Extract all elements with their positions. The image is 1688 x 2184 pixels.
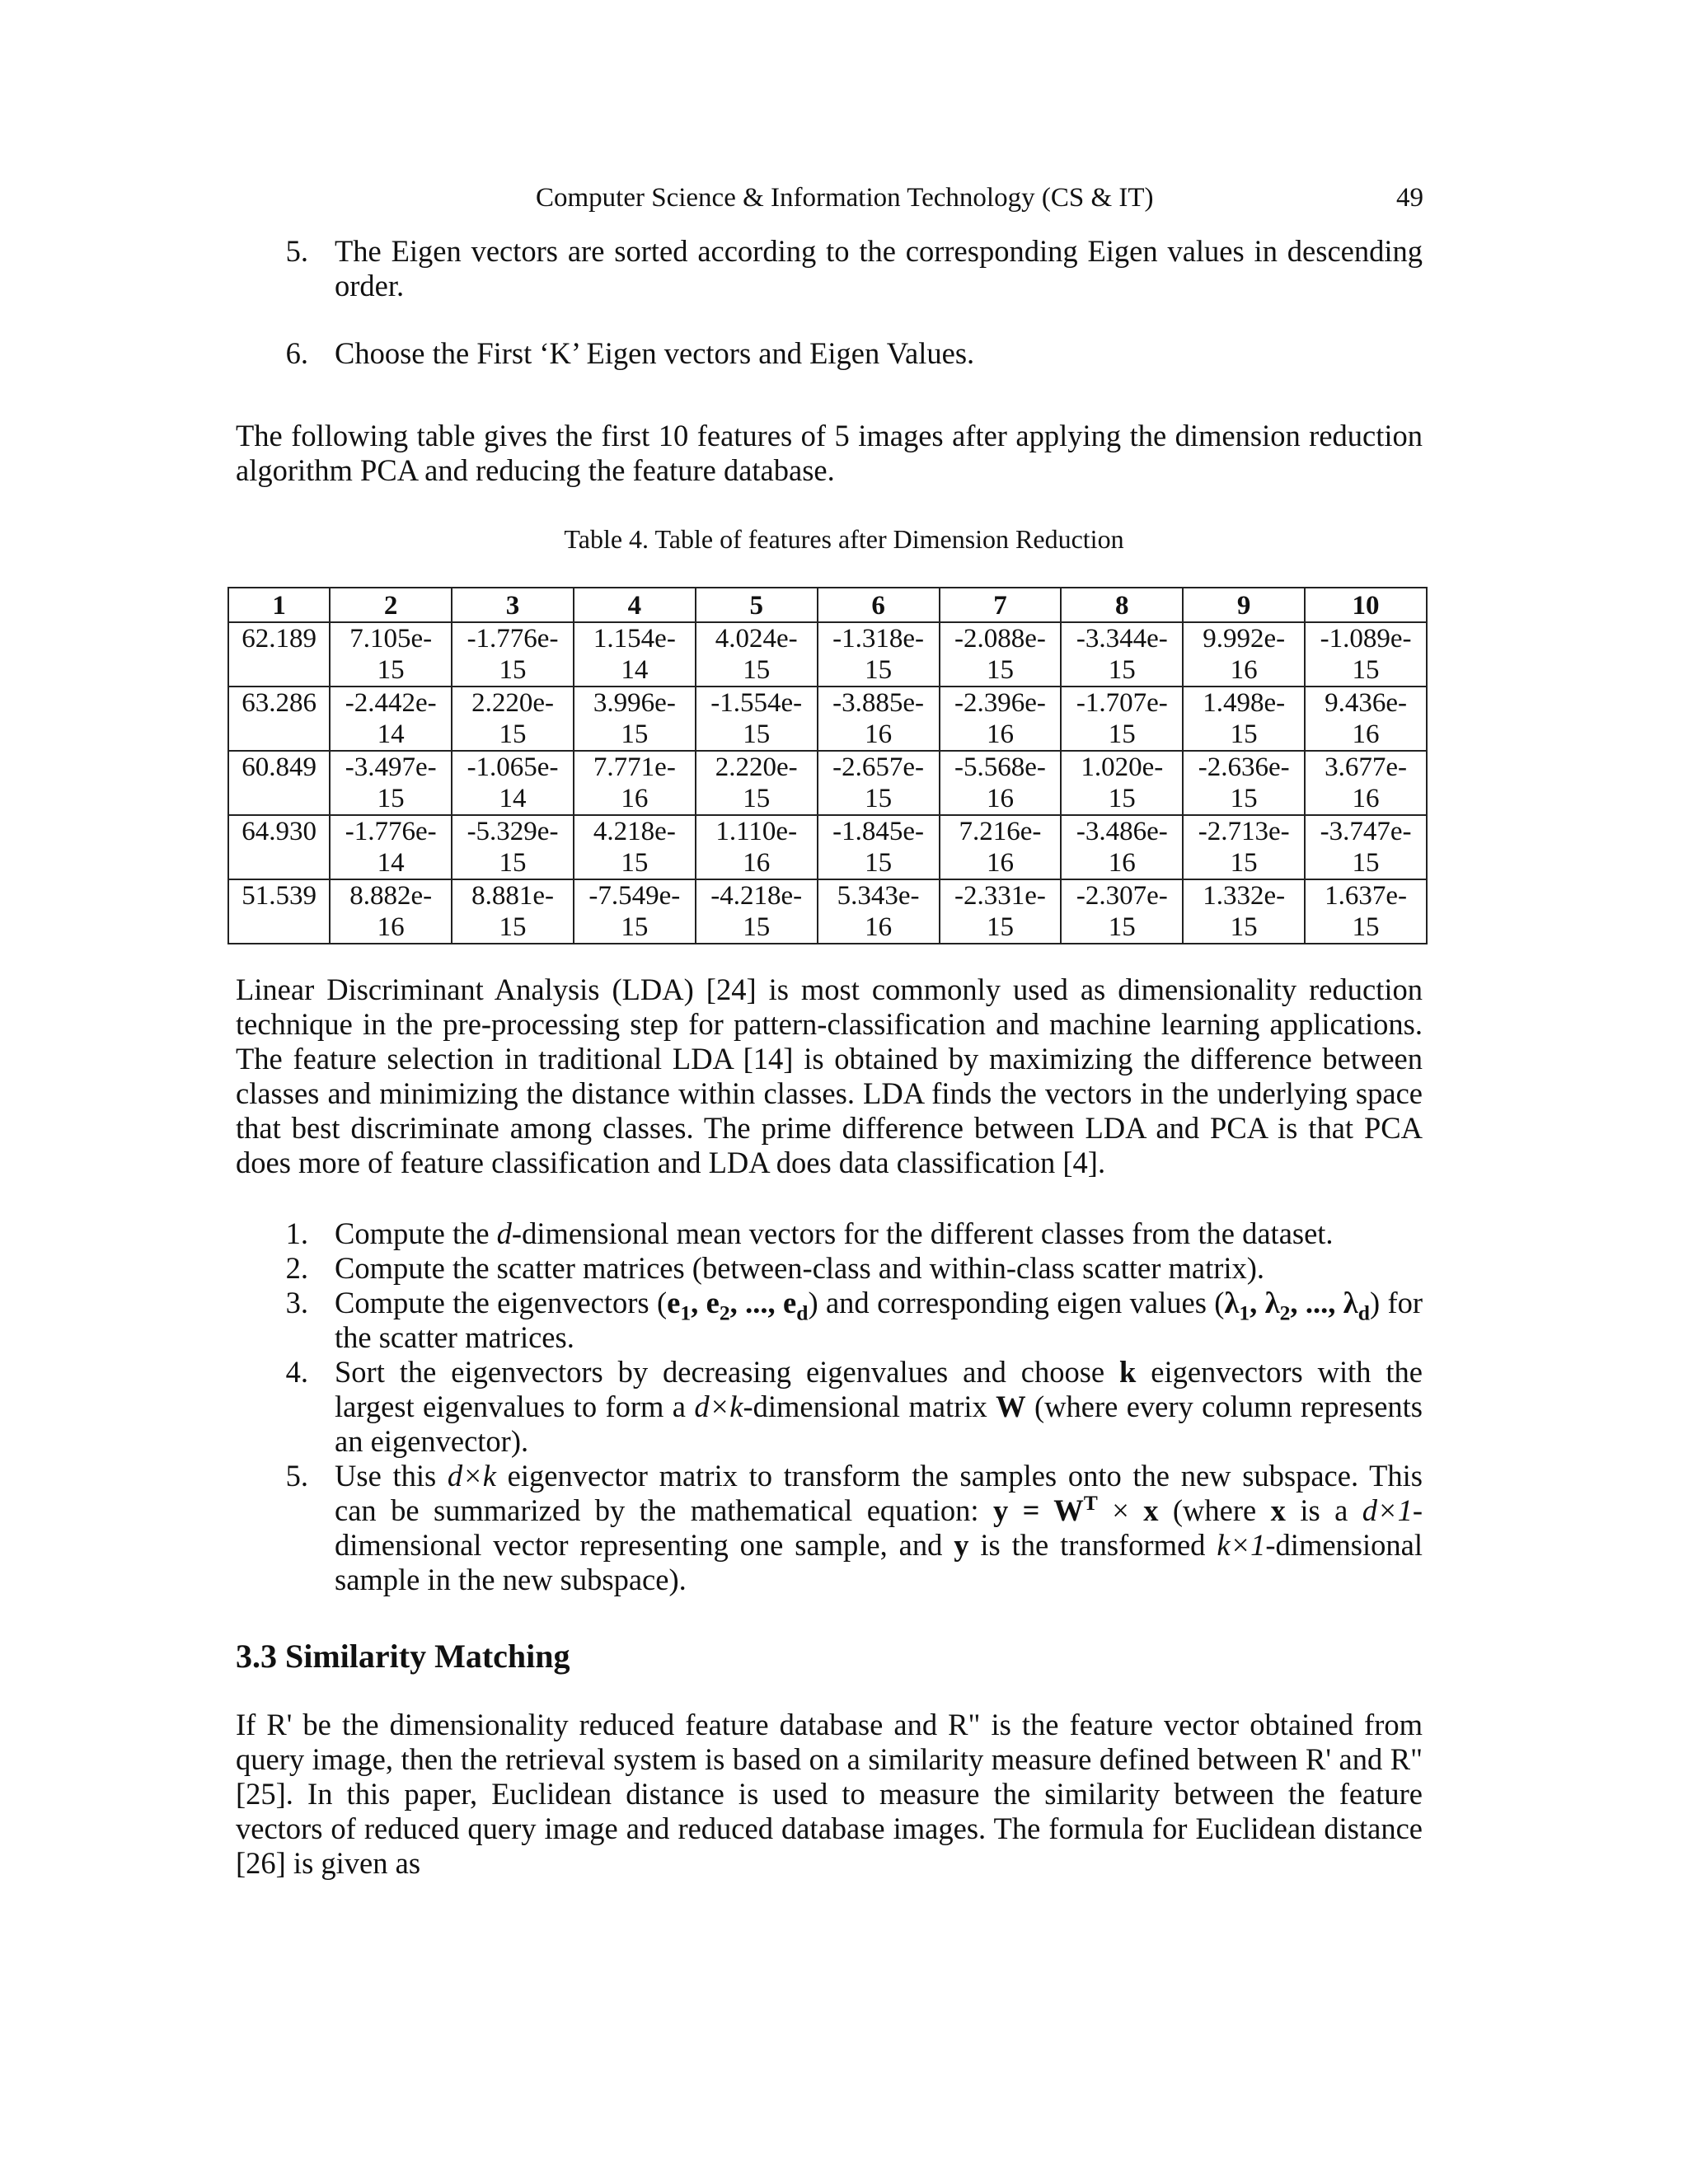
list-text: Compute the eigenvectors (: [335, 1286, 668, 1319]
table-cell: 5.343e- 16: [818, 879, 940, 944]
table-cell: -1.318e- 15: [818, 622, 940, 687]
table-cell: 8.881e- 15: [452, 879, 574, 944]
table-cell: 7.216e- 16: [940, 815, 1062, 879]
table-cell: -3.885e- 16: [818, 687, 940, 751]
list-number: 4.: [285, 1355, 308, 1389]
list-text: eigenvectors with the largest eigenvalues to form a: [335, 1355, 1423, 1423]
table-cell: 1.332e- 15: [1183, 879, 1305, 944]
list-text: Use this: [335, 1459, 448, 1493]
table-cell: -3.486e- 16: [1061, 815, 1183, 879]
list-text: Sort the eigenvectors by decreasing eigenvalues and choose: [335, 1355, 1120, 1389]
table-cell: 3.996e- 15: [574, 687, 696, 751]
table-cell: 8.882e- 16: [330, 879, 452, 944]
table-cell: 7.105e- 15: [330, 622, 452, 687]
math-eigenvectors: $e_1$, $e_2$, ..., $e_d$: [667, 1286, 809, 1325]
lda-steps-list: [280, 1216, 1423, 1597]
table-row: [228, 687, 1427, 751]
list-item: [280, 1286, 1423, 1355]
table-cell: 1.637e- 15: [1305, 879, 1427, 944]
list-text: is the transformed: [968, 1528, 1217, 1562]
table-cell: -2.442e- 14: [330, 687, 452, 751]
table-cell: -2.396e- 16: [940, 687, 1062, 751]
math-symbol: d: [496, 1216, 512, 1250]
table-cell: -3.747e- 15: [1305, 815, 1427, 879]
running-head: Computer Science & Information Technology (CS & IT): [536, 183, 1154, 213]
table-cell: -1.065e- 14: [452, 751, 574, 815]
list-number: 5.: [285, 1459, 308, 1493]
page-number: 49: [1396, 183, 1423, 213]
table-cell: 60.849: [228, 751, 330, 815]
table-cell: -2.636e- 15: [1183, 751, 1305, 815]
intro-paragraph: The following table gives the first 10 features of 5 images after applying the dimension reduction algorithm PCA and reducing the feature database.: [236, 419, 1423, 487]
math-symbol: d×k: [694, 1390, 743, 1423]
table-row: [228, 622, 1427, 687]
list-item: [280, 1216, 1423, 1251]
column-header: 7: [940, 588, 1062, 622]
math-equation: $y = W^T$: [992, 1490, 1098, 1527]
table-cell: 63.286: [228, 687, 330, 751]
list-text: Compute the: [335, 1216, 497, 1250]
table-cell: 7.771e- 16: [574, 751, 696, 815]
table-cell: -1.707e- 15: [1061, 687, 1183, 751]
table-cell: 3.677e- 16: [1305, 751, 1427, 815]
list-item: [280, 1251, 1423, 1286]
list-text: -dimensional vector representing one sample, and: [335, 1493, 1423, 1562]
similarity-paragraph: If R' be the dimensionality reduced feature database and R" is the feature vector obtained from query image, then the retrieval system is based on a similarity measure defined between R' and R" [25]. In this paper, Euclidean distance is used to measure the similarity between the feature vectors of reduced query image and reduced database images. The formula for Euclidean distance [26] is given as: [236, 1708, 1423, 1880]
table-cell: -1.776e- 14: [330, 815, 452, 879]
list-text: Choose the First ‘K’ Eigen vectors and Eigen Values.: [335, 336, 975, 370]
table-cell: -1.845e- 15: [818, 815, 940, 879]
math-symbol: y: [954, 1528, 969, 1562]
column-header: 8: [1061, 588, 1183, 622]
column-header: 6: [818, 588, 940, 622]
math-symbol: d×k: [447, 1459, 496, 1493]
table-cell: -2.088e- 15: [940, 622, 1062, 687]
math-symbol: W: [996, 1390, 1026, 1423]
list-number: 1.: [285, 1216, 308, 1250]
math-symbol: k×1: [1217, 1528, 1266, 1562]
math-symbol: ×: [1097, 1493, 1144, 1527]
math-symbol: k: [1119, 1355, 1137, 1389]
column-header: 3: [452, 588, 574, 622]
math-symbol: x: [1143, 1493, 1159, 1527]
math-symbol: d×1: [1362, 1493, 1413, 1527]
table-cell: 64.930: [228, 815, 330, 879]
table-cell: -2.657e- 15: [818, 751, 940, 815]
table-cell: -1.089e- 15: [1305, 622, 1427, 687]
table-cell: -2.713e- 15: [1183, 815, 1305, 879]
table-cell: -1.776e- 15: [452, 622, 574, 687]
table-row: [228, 815, 1427, 879]
table-cell: -7.549e- 15: [574, 879, 696, 944]
list-text: -dimensional matrix: [743, 1390, 996, 1423]
list-number: 3.: [285, 1286, 308, 1319]
list-text: -dimensional mean vectors for the different classes from the dataset.: [511, 1216, 1334, 1250]
list-number: 6.: [285, 336, 308, 370]
column-header: 5: [696, 588, 818, 622]
list-text: ) for the scatter matrices.: [335, 1286, 1423, 1354]
list-text: Compute the scatter matrices (between-class and within-class scatter matrix).: [335, 1251, 1265, 1285]
list-text: (where every column represents an eigenvector).: [335, 1390, 1423, 1458]
table-caption: Table 4. Table of features after Dimension Reduction: [564, 524, 1124, 554]
table-cell: 1.498e- 15: [1183, 687, 1305, 751]
table-cell: 9.436e- 16: [1305, 687, 1427, 751]
table-cell: 2.220e- 15: [696, 751, 818, 815]
lda-paragraph: Linear Discriminant Analysis (LDA) [24] is most commonly used as dimensionality reduction technique in the pre-processing step for pattern-classification and machine learning applications. The feature selection in traditional LDA [14] is obtained by maximizing the difference between classes and minimizing the distance within classes. LDA finds the vectors in the underlying space that best discriminate among classes. The prime difference between LDA and PCA is that PCA does more of feature classification and LDA does data classification [4].: [236, 972, 1423, 1179]
table-cell: 1.154e- 14: [574, 622, 696, 687]
table-row: [228, 751, 1427, 815]
table-cell: 2.220e- 15: [452, 687, 574, 751]
list-text: The Eigen vectors are sorted according to the corresponding Eigen values in descending order.: [335, 234, 1423, 302]
table-cell: 9.992e- 16: [1183, 622, 1305, 687]
table-cell: 4.218e- 15: [574, 815, 696, 879]
column-header: 9: [1183, 588, 1305, 622]
table-cell: -4.218e- 15: [696, 879, 818, 944]
table-cell: 4.024e- 15: [696, 622, 818, 687]
table-cell: -2.307e- 15: [1061, 879, 1183, 944]
list-item: [280, 336, 1423, 371]
table-header-row: [228, 588, 1427, 622]
table-cell: -2.331e- 15: [940, 879, 1062, 944]
table-cell: 1.020e- 15: [1061, 751, 1183, 815]
column-header: 4: [574, 588, 696, 622]
table-cell: -5.329e- 15: [452, 815, 574, 879]
list-text: is a: [1285, 1493, 1362, 1527]
column-header: 1: [228, 588, 330, 622]
features-table: [227, 587, 1428, 944]
table-cell: -3.344e- 15: [1061, 622, 1183, 687]
pca-steps-list: [280, 234, 1423, 371]
table-cell: 51.539: [228, 879, 330, 944]
table-cell: -5.568e- 16: [940, 751, 1062, 815]
table-cell: -1.554e- 15: [696, 687, 818, 751]
table-row: [228, 879, 1427, 944]
column-header: 2: [330, 588, 452, 622]
list-item: [280, 234, 1423, 303]
list-item: [280, 1355, 1423, 1459]
list-text: ) and corresponding eigen values (: [808, 1286, 1225, 1319]
table-cell: 1.110e- 16: [696, 815, 818, 879]
list-number: 5.: [285, 234, 308, 268]
math-symbol: x: [1270, 1493, 1286, 1527]
table-body: [228, 622, 1427, 944]
table-cell: 62.189: [228, 622, 330, 687]
list-item: [280, 1459, 1423, 1597]
column-header: 10: [1305, 588, 1427, 622]
section-heading: 3.3 Similarity Matching: [236, 1638, 570, 1675]
list-text: -dimensional sample in the new subspace).: [335, 1528, 1423, 1596]
math-eigenvalues: $\lambda_1$, $\lambda_2$, ..., $\lambda_d$: [1224, 1286, 1370, 1325]
list-text: (where: [1158, 1493, 1271, 1527]
table-cell: -3.497e- 15: [330, 751, 452, 815]
list-text: eigenvector matrix to transform the samples onto the new subspace. This can be summarized by the mathematical equation:: [335, 1459, 1423, 1527]
list-number: 2.: [285, 1251, 308, 1285]
